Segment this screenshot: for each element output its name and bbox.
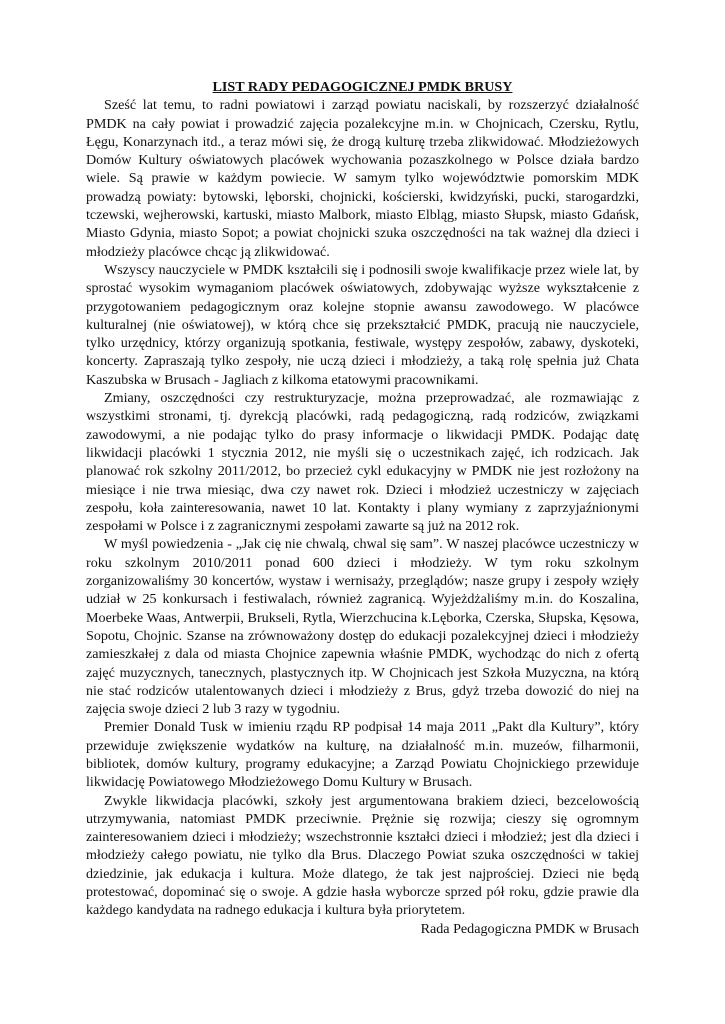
paragraph-3: Zmiany, oszczędności czy restrukturyzacje, można przeprowadzać, ale rozmawiając z wszystkimi stronami, tj. dyrekcją placówki, radą pedagogiczną, radą rodziców, związkami zawodowymi, a nie podając tylko do prasy informacje o likwidacji PMDK. Podając datę likwidacji placówki 1 stycznia 2012, nie myśli się o uczestnikach zajęć, ich rodzicach. Jak planować rok szkolny 2011/2012, bo przecież cykl edukacyjny w PMDK nie jest rozłożony na miesiące i nie trwa miesiąc, dwa czy nawet rok. Dzieci i młodzież uczestniczy w zajęciach zespołu, koła zainteresowania, nawet 10 lat. Kontakty i plany wymiany z zaprzyjaźnionymi zespołami w Polsce i z zagranicznymi zespołami zawarte są już na 2012 rok.	[86, 390, 639, 535]
paragraph-6: Zwykle likwidacja placówki, szkoły jest argumentowana brakiem dzieci, bezcelowością utrzymywania, natomiast PMDK przeciwnie. Prężnie się rozwija; cieszy się ogromnym zainteresowaniem dzieci i młodzieży; wszechstronnie kształci dzieci i młodzież; jest dla dzieci i młodzieży całego powiatu, nie tylko dla Brus. Dlaczego Powiat szuka oszczędności w takiej dziedzinie, jak edukacja i kultura. Może dlatego, że tak jest najprościej. Dzieci nie będą protestować, dopominać się o swoje. A gdzie hasła wyborcze sprzed pół roku, gdzie prawie dla każdego kandydata na radnego edukacja i kultura była priorytetem.	[86, 792, 639, 919]
letter-page	[86, 78, 639, 938]
paragraph-2: Wszyscy nauczyciele w PMDK kształcili się i podnosili swoje kwalifikacje przez wiele lat, by sprostać wysokim wymaganiom placówek oświatowych, zdobywając wyższe wykształcenie z przygotowaniem pedagogicznym oraz kolejne stopnie awansu zawodowego. W placówce kulturalnej (nie oświatowej), w którą chce się przekształcić PMDK, pracują nie nauczyciele, tylko urzędnicy, którzy organizują spotkania, festiwale, występy zespołów, zabawy, dyskoteki, koncerty. Zapraszają tylko zespoły, nie uczą dzieci i młodzieży, a taką rolę spełnia już Chata Kaszubska w Brusach - Jagliach z kilkoma etatowymi pracownikami.	[86, 261, 639, 388]
paragraph-4: W myśl powiedzenia - „Jak cię nie chwalą, chwal się sam”. W naszej placówce uczestniczy w roku szkolnym 2010/2011 ponad 600 dzieci i młodzieży. W tym roku szkolnym zorganizowaliśmy 30 koncertów, wystaw i wernisaży, przeglądów; nasze grupy i zespoły wzięły udział w 25 konkursach i festiwalach, również zagranicą. Wyjeżdżaliśmy m.in. do Koszalina, Moerbeke Waas, Antwerpii, Brukseli, Rytla, Wierzchucina k.Lęborka, Czerska, Słupska, Kęsowa, Sopotu, Chojnic. Szanse na zrównoważony dostęp do edukacji pozalekcyjnej dzieci i młodzieży zamieszkałej z dala od miasta Chojnice zapewnia właśnie PMDK, wychodząc do nich z ofertą zajęć muzycznych, tanecznych, plastycznych itp. W Chojnicach jest Szkoła Muzyczna, na którą nie stać rodziców utalentowanych dzieci i młodzieży z Brus, gdyż trzeba dowozić do niej na zajęcia swoje dzieci 2 lub 3 razy w tygodniu.	[86, 536, 639, 718]
paragraph-5: Premier Donald Tusk w imieniu rządu RP podpisał 14 maja 2011 „Pakt dla Kultury”, który przewiduje zwiększenie wydatków na kulturę, na działalność m.in. muzeów, filharmonii, bibliotek, domów kultury, programy edukacyjne; a Zarząd Powiatu Chojnickiego przewiduje likwidację Powiatowego Młodzieżowego Domu Kultury w Brusach.	[86, 719, 639, 791]
document-title: LIST RADY PEDAGOGICZNEJ PMDK BRUSY	[212, 79, 513, 95]
signature: Rada Pedagogiczna PMDK w Brusach	[420, 920, 639, 937]
paragraph-1: Sześć lat temu, to radni powiatowi i zarząd powiatu naciskali, by rozszerzyć działalność PMDK na cały powiat i prowadzić zajęcia pozalekcyjne m.in. w Chojnicach, Czersku, Rytlu, Łęgu, Konarzynach itd., a teraz mówi się, że drogą kulturę trzeba zlikwidować. Młodzieżowych Domów Kultury oświatowych placówek wychowania pozaszkolnego w Polsce działa bardzo wiele. Są prawie w każdym powiecie. W samym tylko województwie pomorskim MDK prowadzą powiaty: bytowski, lęborski, chojnicki, kościerski, kwidzyński, pucki, starogardzki, tczewski, wejherowski, kartuski, miasto Malbork, miasto Elbląg, miasto Słupsk, miasto Gdańsk, Miasto Gdynia, miasto Sopot; a powiat chojnicki szuka oszczędności na tak ważnej dla dzieci i młodzieży placówce chcąc ją zlikwidować.	[86, 97, 639, 260]
